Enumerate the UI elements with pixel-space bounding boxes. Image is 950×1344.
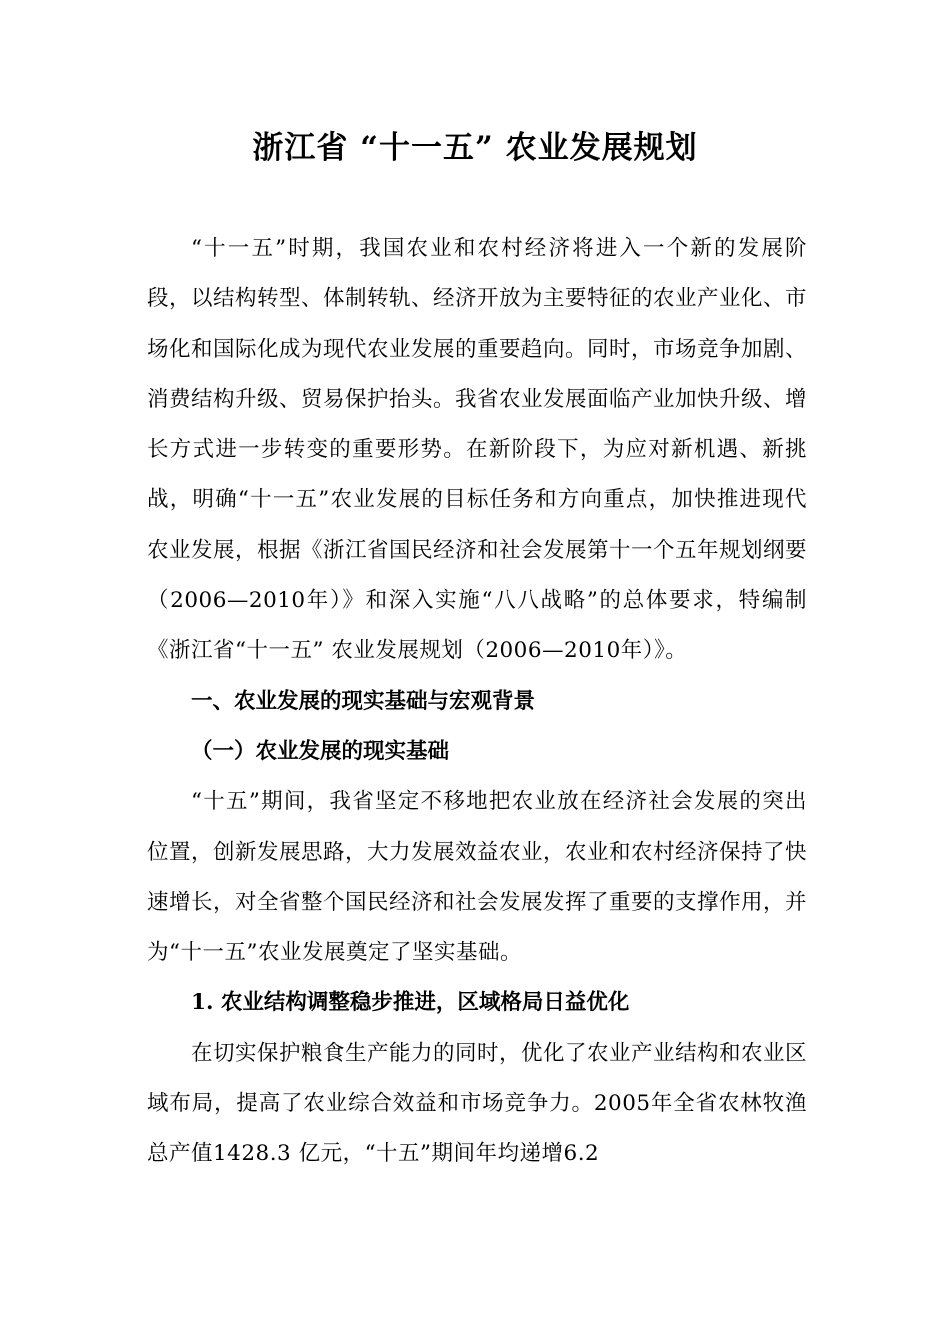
item-paragraph: 在切实保护粮食生产能力的同时，优化了农业产业结构和农业区域布局，提高了农业综合效益和市场竞争力。2005年全省农林牧渔总产值1428.3 亿元，“十五”期间年均递增6.2: [147, 1040, 808, 1167]
document-body: [147, 224, 807, 1180]
subsection-heading: （一）农业发展的现实基础: [191, 738, 450, 764]
item-heading: 1. 农业结构调整稳步推进，区域格局日益优化: [191, 990, 630, 1016]
intro-paragraph: “十一五”时期，我国农业和农村经济将进入一个新的发展阶段，以结构转型、体制转轨、经济开放为主要特征的农业产业化、市场化和国际化成为现代农业发展的重要趋向。同时，市场竞争加剧、消费结构升级、贸易保护抬头。我省农业发展面临产业加快升级、增长方式进一步转变的重要形势。在新阶段下，为应对新机遇、新挑战，明确“十一五”农业发展的目标任务和方向重点，加快推进现代农业发展，根据《浙江省国民经济和社会发展第十一个五年规划纲要（2006—2010年）》和深入实施“八八战略”的总体要求，特编制《浙江省“十一五” 农业发展规划（2006—2010年）》。: [147, 236, 808, 664]
document-title: 浙江省 “十一五” 农业发展规划: [252, 130, 698, 166]
section-heading: 一、农业发展的现实基础与宏观背景: [191, 688, 536, 714]
subsection-paragraph: “十五”期间，我省坚定不移地把农业放在经济社会发展的突出位置，创新发展思路，大力发展效益农业，农业和农村经济保持了快速增长，对全省整个国民经济和社会发展发挥了重要的支撑作用，并为“十一五”农业发展奠定了坚实基础。: [147, 789, 808, 966]
